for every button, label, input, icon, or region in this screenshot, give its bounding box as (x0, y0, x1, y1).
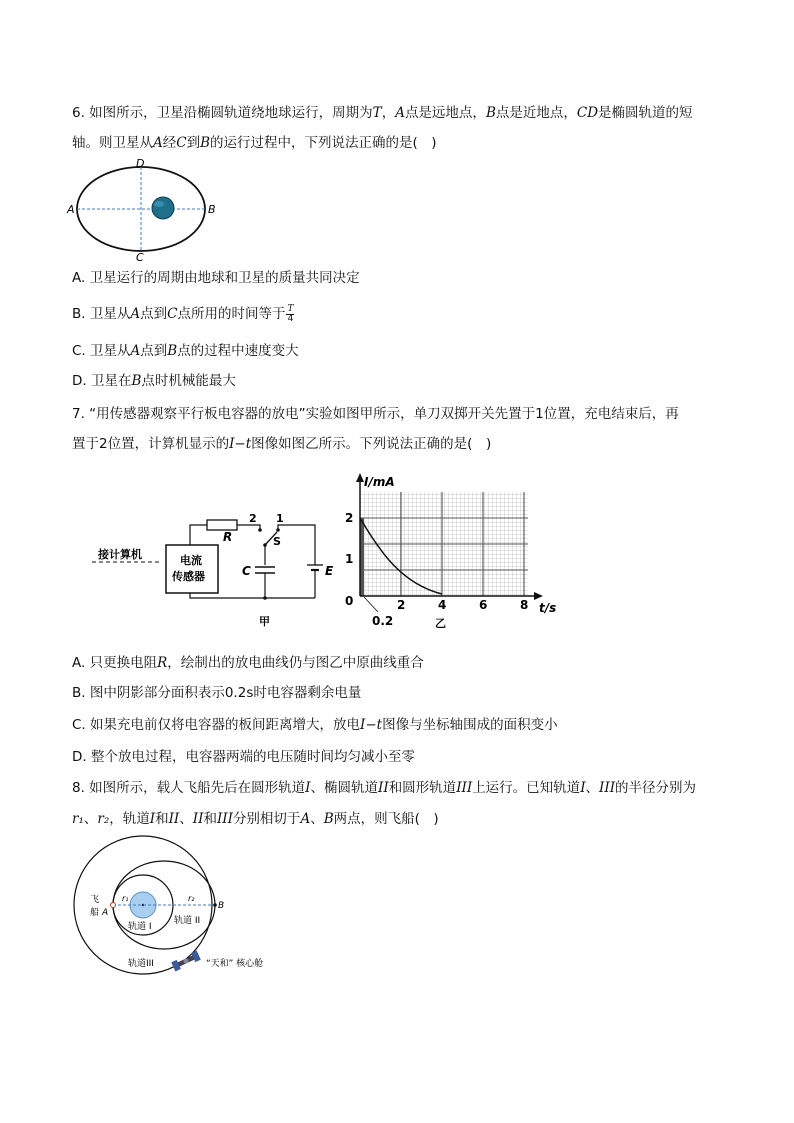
label-R: R (223, 530, 233, 544)
space-station-icon (171, 951, 201, 972)
label-station: “天和” 核心舱 (206, 959, 264, 969)
label-2: 2 (249, 512, 257, 525)
label-orbit-I: 轨道 I (128, 922, 152, 932)
sensor-label-2: 传感器 (172, 570, 205, 583)
q6-line2: 轴。则卫星从A经C到B的运行过程中，下列说法正确的是( ) (72, 135, 437, 151)
label-D: D (136, 157, 145, 170)
spaceship-point-A (111, 903, 116, 908)
ship-label-1: 飞 (90, 895, 100, 905)
q7-circuit-figure (90, 505, 340, 630)
y-tick-0: 0 (345, 594, 354, 608)
label-E: E (325, 564, 334, 578)
x-mark-0.2: 0.2 (372, 614, 394, 628)
caption-jia: 甲 (259, 615, 270, 628)
q8-line1: 8. 如图所示，载人飞船先后在圆形轨道I、椭圆轨道II和圆形轨道III上运行。已知轨道I、III的半径分别为 (72, 780, 697, 796)
label-A: A (67, 203, 75, 216)
label-orbit-II: 轨道 II (174, 916, 201, 926)
connect-label: 接计算机 (98, 548, 142, 561)
x-tick-6: 6 (479, 598, 488, 612)
q7-option-b: B. 图中阴影部分面积表示0.2s时电容器剩余电量 (72, 685, 362, 701)
y-axis-label: I/mA (364, 475, 395, 489)
y-tick-2: 2 (345, 511, 354, 525)
q6-orbit-figure (66, 155, 216, 263)
current-sensor-box (166, 545, 218, 593)
q8-orbit-figure (68, 835, 288, 980)
q6-option-c: C. 卫星从A点到B点的过程中速度变大 (72, 343, 299, 359)
q7-option-d: D. 整个放电过程，电容器两端的电压随时间均匀减小至零 (72, 749, 415, 765)
label-S: S (273, 535, 281, 548)
ship-label-2: 船 (90, 908, 100, 918)
x-tick-8: 8 (520, 598, 529, 612)
q6-option-b: B. 卫星从A点到C点所用的时间等于 $\frac{T}{4}$ (72, 303, 294, 324)
q7-line2: 置于2位置，计算机显示的I−t图像如图乙所示。下列说法正确的是( ) (72, 436, 492, 452)
q6-option-a: A. 卫星运行的周期由地球和卫星的质量共同决定 (72, 270, 360, 286)
label-A: A (102, 908, 109, 918)
resistor-R (207, 520, 237, 530)
label-1: 1 (276, 512, 284, 525)
label-r1: r₁ (122, 894, 129, 903)
x-tick-4: 4 (438, 598, 447, 612)
x-axis-label: t/s (539, 601, 557, 615)
q7-line1: 7. “用传感器观察平行板电容器的放电”实验如图甲所示，单刀双掷开关先置于1位置，充电结束后，再 (72, 406, 679, 422)
label-B: B (208, 203, 216, 216)
q7-current-time-graph (340, 470, 570, 632)
q7-option-c: C. 如果充电前仅将电容器的板间距离增大，放电I−t图像与坐标轴围成的面积变小 (72, 717, 558, 733)
sensor-label-1: 电流 (180, 554, 202, 567)
earth-icon (152, 197, 174, 219)
q6-line1: 6. 如图所示，卫星沿椭圆轨道绕地球运行，周期为T，A点是远地点，B点是近地点，CD是椭圆轨道的短 (72, 105, 693, 121)
label-C: C (242, 564, 251, 578)
x-tick-2: 2 (397, 598, 406, 612)
label-r2: r₂ (188, 894, 195, 903)
q6-option-d: D. 卫星在B点时机械能最大 (72, 373, 236, 389)
label-C: C (136, 251, 144, 263)
label-orbit-III: 轨道III (128, 959, 154, 969)
fraction-T-over-4: $\frac{T}{4}$ (287, 303, 294, 324)
y-tick-1: 1 (345, 552, 354, 566)
q7-option-a: A. 只更换电阻R，绘制出的放电曲线仍与图乙中原曲线重合 (72, 655, 424, 671)
label-B: B (218, 901, 225, 911)
caption-yi: 乙 (435, 617, 446, 630)
q8-line2: r₁、r₂，轨道I和II、II和III分别相切于A、B两点，则飞船( ) (72, 811, 439, 827)
